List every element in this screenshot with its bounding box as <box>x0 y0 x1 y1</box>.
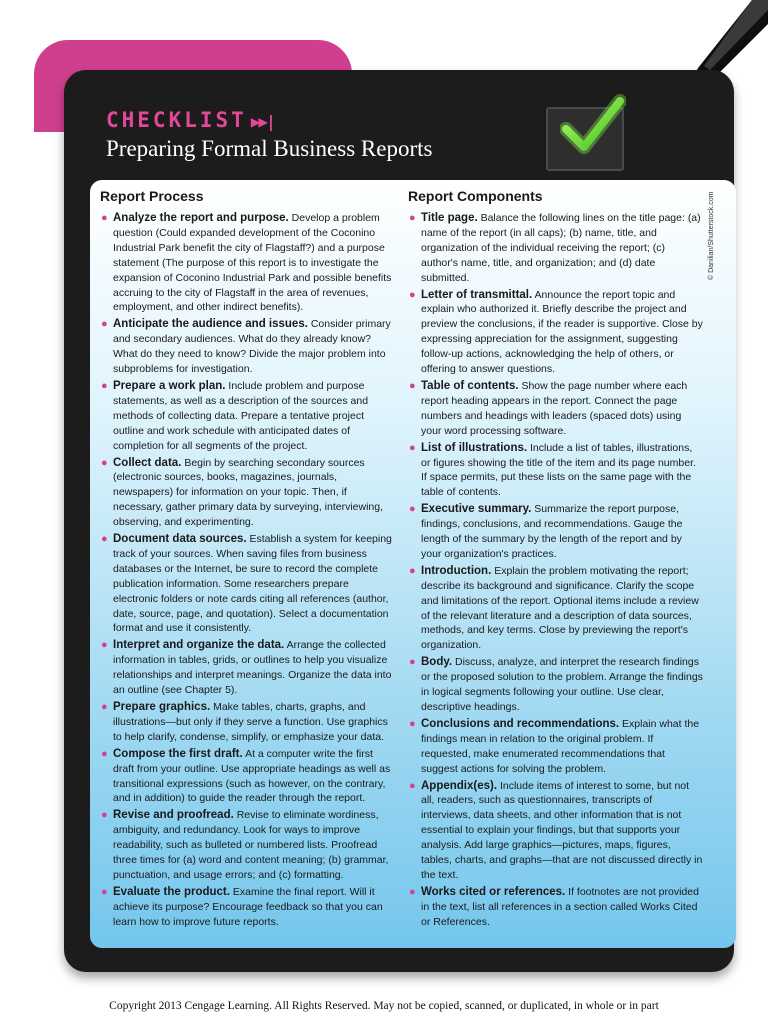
checklist-item-title: Revise and proofread. <box>113 809 234 822</box>
bullet-icon: ● <box>101 885 108 898</box>
bullet-icon: ● <box>101 639 108 652</box>
checklist-item-title: Document data sources. <box>113 533 247 546</box>
checklist-item-text: Announce the report topic and explain who authorized it. Briefly describe the project and preview the conclusions, if the reader is supportive. Close by expressing appreciation for the assignment, suggesting follow-up actions, acknowledging the help of others, or offering to answer questions. <box>421 288 703 376</box>
report-process-list <box>100 211 396 930</box>
checklist-item-title: Prepare a work plan. <box>113 379 226 392</box>
checklist-item-text: Develop a problem question (Could expanded development of the Coconino Industrial Park benefit the city of Flagstaff?) and a purpose statement (The purpose of this report is to investigate the expansion of Coconino Industrial Park and possible benefits accruing to the city of Flagstaff in the area of revenues, employment, and other indirect benefits). <box>113 212 392 314</box>
checklist-item-text: Explain the problem motivating the report; describe its background and significance. Clarify the scope and limitations of the report. Optional items include a review of the relevant literature and a description of data sources, methods, and key terms. Close by previewing the report's organization. <box>421 564 699 652</box>
checklist-item <box>408 717 704 777</box>
report-components-column <box>408 188 704 932</box>
checklist-item <box>408 379 704 439</box>
checklist-item-title: Interpret and organize the data. <box>113 639 285 652</box>
checklist-item <box>408 655 704 715</box>
checklist-item <box>408 502 704 562</box>
checklist-item-text: Revise to eliminate wordiness, ambiguity, and redundancy. Look for ways to improve readability, such as bulleted or numbered lists. Proofread three times for (a) word and content meaning; (b) grammar, punctuation, and usage errors; and (c) formatting. <box>113 809 389 881</box>
checklist-item <box>408 211 704 286</box>
checklist-item-title: Introduction. <box>421 564 492 577</box>
checklist-item-text: Examine the final report. Will it achieve its purpose? Encourage feedback so that you can learn how to improve future reports. <box>113 885 383 928</box>
bullet-icon: ● <box>101 747 108 760</box>
checklist-item <box>408 441 704 501</box>
checklist-item-text: Establish a system for keeping track of your sources. When saving files from business databases or the Internet, be sure to record the complete publication information. Some researchers prepare electronic folders or note cards citing all references (author, date, source, page, and quotation). Select a documentation format and use it consistently. <box>113 533 392 635</box>
checklist-item-text: Explain what the findings mean in relation to the original problem. If requested, make enumerated recommendations that suggest actions for solving the problem. <box>421 717 700 775</box>
checklist-item-text: Begin by searching secondary sources (electronic sources, books, magazines, journals, newspapers) for information on your topic. Then, if necessary, gather primary data by surveying, interviewing, observing, and experimenting. <box>113 456 384 529</box>
checklist-item-text: Consider primary and secondary audiences. What do they already know? What do they need to know? Divide the major problem into subproblems for investigation. <box>113 318 391 376</box>
bullet-icon: ● <box>101 212 108 224</box>
checklist-item-title: Executive summary. <box>421 503 532 516</box>
checklist-item-text: At a computer write the first draft from your outline. Use appropriate headings as well as transitional expressions (such as however, on the contrary, and in addition) to guide the reader through the report. <box>113 747 391 805</box>
bullet-icon: ● <box>101 379 108 392</box>
bullet-icon: ● <box>409 564 416 577</box>
checklist-item-title: Table of contents. <box>421 379 519 392</box>
report-process-column <box>100 188 396 932</box>
checklist-item-title: List of illustrations. <box>421 441 528 454</box>
checklist-item-title: Collect data. <box>113 456 182 469</box>
checklist-item <box>100 638 396 698</box>
checklist-item-title: Works cited or references. <box>421 885 566 898</box>
checklist-item-title: Prepare graphics. <box>113 701 211 713</box>
checklist-item-title: Body. <box>421 656 453 669</box>
checklist-item <box>100 211 396 315</box>
checklist-item-text: Include items of interest to some, but not all, readers, such as questionnaires, transcripts of interviews, data sheets, and other information that is not essential to explain your findings, but that supports your analysis. Add large graphics—pictures, maps, figures, tables, charts, and graphs—that are not discussed directly in the text. <box>421 779 703 881</box>
bullet-icon: ● <box>409 885 416 898</box>
report-process-heading: Report Process <box>100 188 204 204</box>
checklist-item-title: Compose the first draft. <box>113 747 243 760</box>
checklist-item-text: Discuss, analyze, and interpret the research findings or the proposed solution to the problem. Arrange the findings in logical segments following your outline. Use clear, descriptive headings. <box>421 656 703 713</box>
checklist-item-title: Anticipate the audience and issues. <box>113 318 308 331</box>
bullet-icon: ● <box>101 809 108 822</box>
report-components-heading: Report Components <box>408 188 543 204</box>
checklist-item <box>408 779 704 883</box>
checklist-item-title: Letter of transmittal. <box>421 288 533 301</box>
bullet-icon: ● <box>409 288 416 301</box>
checkbox-icon <box>546 107 624 171</box>
bullet-icon: ● <box>409 717 416 730</box>
bullet-icon: ● <box>101 701 108 713</box>
checklist-item-text: Show the page number where each report heading appears in the report. Connect the page numbers and headings with leaders (spaced dots) using your word processing software. <box>421 379 688 437</box>
checklist-item-text: Include problem and purpose statements, as well as a description of the sources and methods of collecting data. Prepare a tentative project outline and work schedule with anticipated dates of completion for all segments of the project. <box>113 379 369 452</box>
report-components-list <box>408 211 704 930</box>
checklist-item-title: Evaluate the product. <box>113 885 230 898</box>
bullet-icon: ● <box>409 656 416 669</box>
checklist-item-text: Balance the following lines on the title page: (a) name of the report (in all caps); (b) name, title, and organization of the individual receiving the report; (c) author's name, title, and organization; and (d) date submitted. <box>421 212 701 284</box>
bullet-icon: ● <box>409 779 416 792</box>
bullet-icon: ● <box>101 456 108 469</box>
bullet-icon: ● <box>101 533 108 546</box>
checklist-header <box>88 88 722 180</box>
checklist-item <box>100 456 396 531</box>
checklist-item-title: Analyze the report and purpose. <box>113 212 289 224</box>
checklist-item-text: If footnotes are not provided in the text, list all references in a section called Works Cited or References. <box>421 885 699 928</box>
copyright-footer: Copyright 2013 Cengage Learning. All Rights Reserved. May not be copied, scanned, or duplicated, in whole or in part <box>109 1000 659 1012</box>
page-title: Preparing Formal Business Reports <box>106 136 433 161</box>
checklist-item <box>100 808 396 883</box>
checklist-item <box>408 288 704 377</box>
checklist-panel <box>90 180 736 948</box>
checklist-item <box>408 564 704 653</box>
checklist-item <box>100 532 396 636</box>
checklist-item-text: Make tables, charts, graphs, and illustrations—but only if they serve a function. Use graphics to help clarify, condense, simplify, or emphasize your data. <box>113 701 388 743</box>
checklist-item-title: Title page. <box>421 212 478 224</box>
checklist-label: CHECKLIST ▶▶| <box>106 108 274 132</box>
checklist-item-title: Appendix(es). <box>421 779 498 792</box>
checklist-item <box>408 885 704 930</box>
checklist-item <box>100 747 396 807</box>
photo-credit: © Danilian/Shutterstock.com <box>708 191 715 280</box>
checklist-item-text: Arrange the collected information in tables, grids, or outlines to help you visualize relationships and interpret meanings. Organize the data into an outline (see Chapter 5). <box>113 639 392 697</box>
bullet-icon: ● <box>101 318 108 331</box>
checklist-item <box>100 379 396 454</box>
checklist-item-text: Include a list of tables, illustrations, or figures showing the title of the item and its page number. If space permits, put these lists on the same page with the table of contents. <box>421 441 696 499</box>
checklist-item-text: Summarize the report purpose, findings, conclusions, and recommendations. Gauge the length of the summary by the length of the report and by your organization's practices. <box>421 503 683 560</box>
checklist-item-title: Conclusions and recommendations. <box>421 717 620 730</box>
checklist-item <box>100 700 396 745</box>
checkmark-icon <box>560 91 626 157</box>
fast-forward-icon: ▶▶| <box>250 112 274 131</box>
bullet-icon: ● <box>409 212 416 224</box>
checklist-item <box>100 885 396 930</box>
checklist-item <box>100 317 396 377</box>
bullet-icon: ● <box>409 379 416 392</box>
bullet-icon: ● <box>409 441 416 454</box>
bullet-icon: ● <box>409 503 416 516</box>
